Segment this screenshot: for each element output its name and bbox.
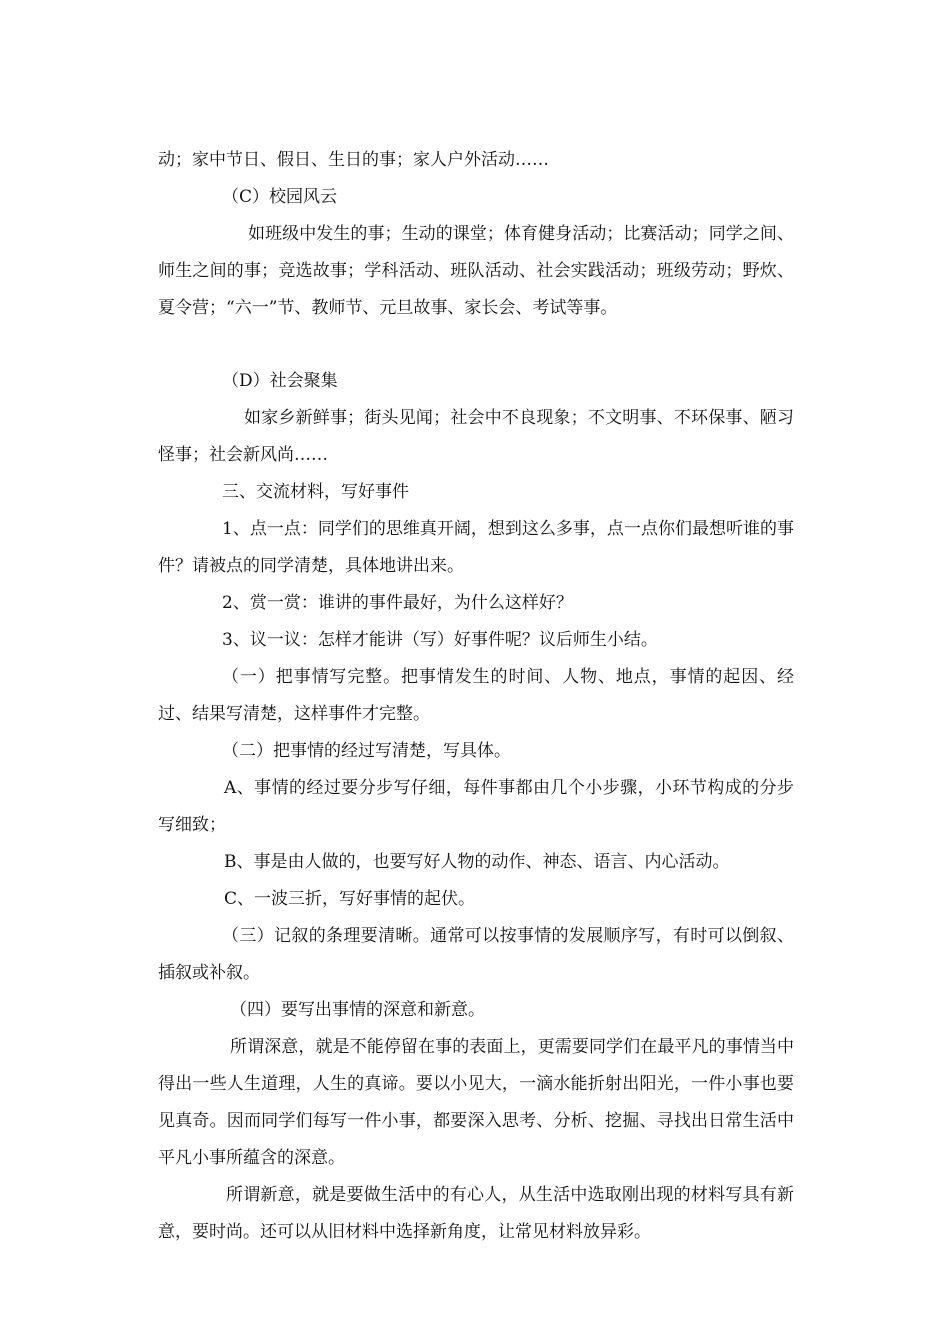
point-two-b: B、事是由人做的，也要写好人物的动作、神态、语言、内心活动。 [224, 852, 730, 872]
point-one: （一）把事情写完整。把事情发生的时间、人物、地点，事情的起因、经过、结果写清楚，这样事件才完整。 [158, 667, 794, 724]
paragraph-society-examples: 如家乡新鲜事；街头见闻；社会中不良现象；不文明事、不环保事、陋习怪事；社会新风尚…… [158, 408, 794, 465]
paragraph-campus-examples: 如班级中发生的事；生动的课堂；体育健身活动；比赛活动；同学之间、师生之间的事；竞选故事；学科活动、班队活动、社会实践活动；班级劳动；野炊、夏令营；“六一”节、教师节、元旦故事、家长会、考试等事。 [158, 224, 794, 318]
document-page [158, 142, 794, 1251]
step-point: 1、点一点：同学们的思维真开阔，想到这么多事，点一点你们最想听谁的事件？请被点的同学清楚，具体地讲出来。 [158, 519, 794, 576]
point-four: （四）要写出事情的深意和新意。 [230, 1000, 485, 1020]
point-two-a: A、事情的经过要分步写仔细，每件事都由几个小步骤，小环节构成的分步写细致； [158, 778, 794, 835]
step-discuss: 3、议一议：怎样才能讲（写）好事件呢？议后师生小结。 [222, 630, 658, 650]
step-appreciate: 2、赏一赏：谁讲的事件最好，为什么这样好？ [222, 593, 573, 613]
heading-campus: （C）校园风云 [222, 187, 338, 207]
paragraph-new-meaning: 所谓新意，就是要做生活中的有心人，从生活中选取刚出现的材料写具有新意，要时尚。还可以从旧材料中选择新角度，让常见材料放异彩。 [158, 1185, 794, 1242]
section-heading-three: 三、交流材料，写好事件 [222, 482, 409, 502]
point-two: （二）把事情的经过写清楚，写具体。 [222, 741, 511, 761]
point-three: （三）记叙的条理要清晰。通常可以按事情的发展顺序写，有时可以倒叙、插叙或补叙。 [158, 926, 794, 983]
paragraph-deep-meaning: 所谓深意，就是不能停留在事的表面上，更需要同学们在最平凡的事情当中得出一些人生道理，人生的真谛。要以小见大，一滴水能折射出阳光，一件小事也要见真奇。因而同学们每写一件小事，都要深入思考、分析、挖掘、寻找出日常生活中平凡小事所蕴含的深意。 [158, 1037, 794, 1168]
paragraph-continuation: 动；家中节日、假日、生日的事；家人户外活动…… [158, 150, 549, 170]
heading-society: （D）社会聚集 [222, 371, 338, 391]
point-two-c: C、一波三折，写好事情的起伏。 [224, 889, 476, 909]
blank-line [158, 327, 794, 363]
